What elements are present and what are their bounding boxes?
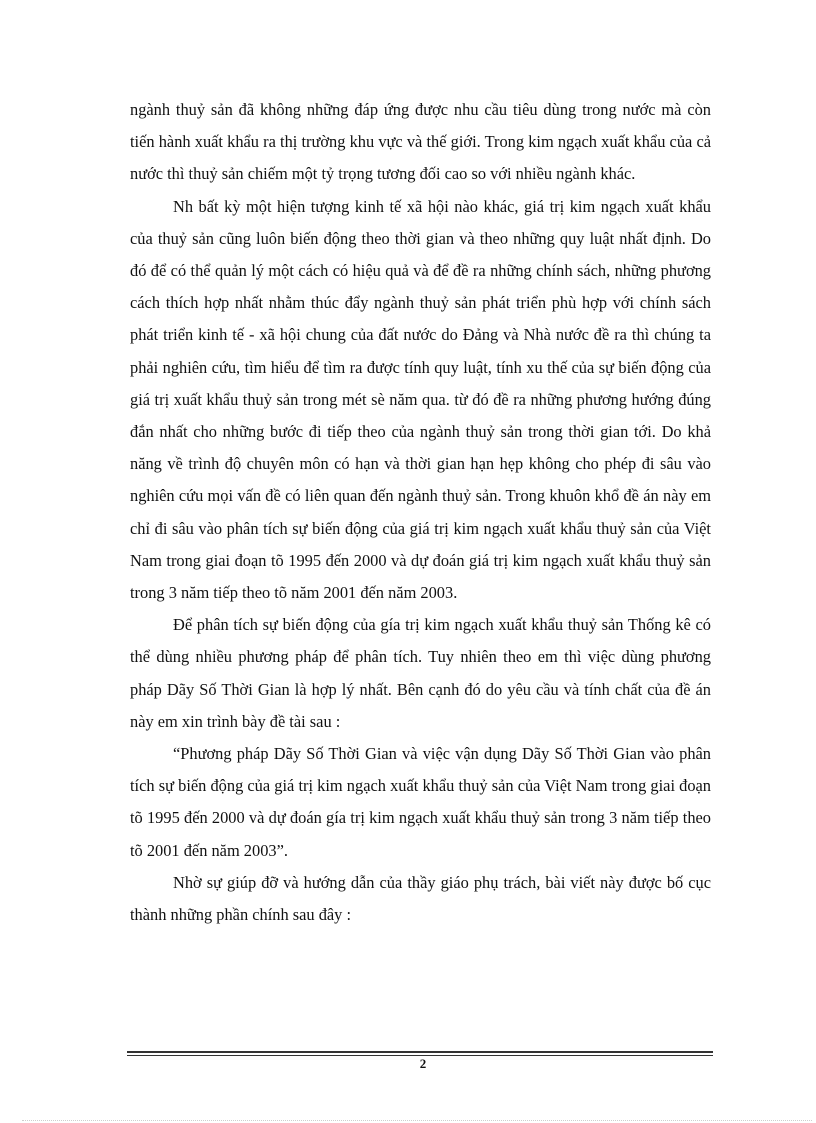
paragraph-structure-intro: Nhờ sự giúp đỡ và hướng dẫn của thầy giáo phụ trách, bài viết này được bố cục thành những phần chính sau đây : <box>130 872 711 925</box>
body-text <box>130 94 711 931</box>
paragraph-variation-context: Nh bất kỳ một hiện tượng kinh tế xã hội nào khác, giá trị kim ngạch xuất khẩu của thuỷ sản cũng luôn biến động theo thời gian và theo những quy luật nhất định. Do đó để có thể quản lý một cách có hiệu quả và để đề ra những chính sách, những phương cách thích hợp nhất nhằm thúc đẩy ngành thuỷ sản phát triển phù hợp với chính sách phát triển kinh tế - xã hội chung của đất nước do Đảng và Nhà nước đề ra thì chúng ta phải nghiên cứu, tìm hiểu để tìm ra được tính quy luật, tính xu thế của sự biến động của giá trị xuất khẩu thuỷ sản trong mét sè năm qua. từ đó đề ra những phương hướng đúng đắn nhất cho những bước đi tiếp theo của ngành thuỷ sản trong thời gian tới. Do khả năng về trình độ chuyên môn có hạn và thời gian hạn hẹp không cho phép đi sâu vào nghiên cứu mọi vấn đề có liên quan đến ngành thuỷ sản. Trong khuôn khổ đề án này em chỉ đi sâu vào phân tích sự biến động của giá trị kim ngạch xuất khẩu thuỷ sản của Việt Nam trong giai đoạn tõ 1995 đến 2000 và dự đoán giá trị kim ngạch xuất khẩu thuỷ sản trong 3 năm tiếp theo tõ năm 2001 đến năm 2003. <box>130 196 711 603</box>
page-number: 2 <box>419 1056 427 1071</box>
paragraph-method-choice: Để phân tích sự biến động của gía trị kim ngạch xuất khẩu thuỷ sản Thống kê có thể dùng nhiều phương pháp để phân tích. Tuy nhiên theo em thì việc dùng phương pháp Dãy Số Thời Gian là hợp lý nhất. Bên cạnh đó do yêu cầu và tính chất của đề án này em xin trình bày đề tài sau : <box>130 615 711 731</box>
paragraph-topic-quote: “Phương pháp Dãy Số Thời Gian và việc vận dụng Dãy Số Thời Gian vào phân tích sự biến động của giá trị kim ngạch xuất khẩu thuỷ sản của Việt Nam trong giai đoạn tõ 1995 đến 2000 và dự đoán gía trị kim ngạch xuất khẩu thuỷ sản trong 3 năm tiếp theo tõ 2001 đến năm 2003”. <box>130 744 711 860</box>
page-bottom-dotted-edge <box>22 1120 812 1121</box>
footer-rule-thick <box>127 1051 713 1053</box>
paragraph-continuation: ngành thuỷ sản đã không những đáp ứng được nhu cầu tiêu dùng trong nước mà còn tiến hành xuất khẩu ra thị trường khu vực và thế giới. Trong kim ngạch xuất khẩu của cả nước thì thuỷ sản chiếm một tỷ trọng tương đối cao so với nhiều ngành khác. <box>130 100 711 184</box>
